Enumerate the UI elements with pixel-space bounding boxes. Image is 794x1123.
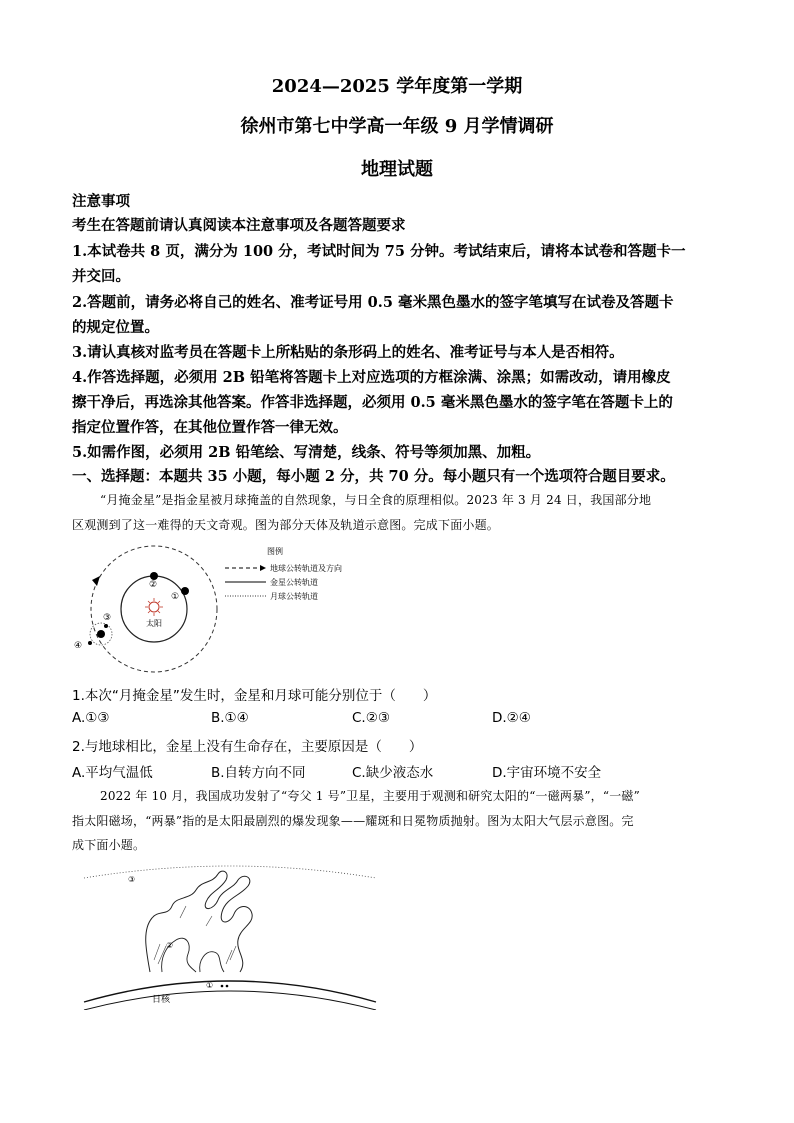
question-2-stem: 2.与地球相比，金星上没有生命存在，主要原因是（ ） xyxy=(72,739,423,755)
sunspot-icon xyxy=(226,985,229,988)
notice-item: 擦干净后，再选涂其他答案。作答非选择题，必须用 0.5 毫米黑色墨水的签字笔在答题卡上的 xyxy=(72,394,673,411)
q1-option-d[interactable]: D.②④ xyxy=(492,710,531,726)
notice-item: 指定位置作答，在其他位置作答一律无效。 xyxy=(72,419,348,436)
core-label: 日核 xyxy=(152,995,171,1005)
marker-label: ③ xyxy=(103,613,112,623)
moon-position-3 xyxy=(104,624,108,628)
legend-item: 月球公转轨道 xyxy=(270,592,318,601)
marker-label: ① xyxy=(206,981,214,990)
notice-item: 1.本试卷共 8 页，满分为 100 分，考试时间为 75 分钟。考试结束后，请将本试卷和答题卡一 xyxy=(72,243,686,260)
notice-item: 2.答题前，请务必将自己的姓名、准考证号用 0.5 毫米黑色墨水的签字笔填写在试卷及答题卡 xyxy=(72,294,674,311)
passage2-line: 指太阳磁场，“两暴”指的是太阳最剧烈的爆发现象——耀斑和日冕物质抛射。图为太阳大气层示意图。完 xyxy=(72,814,634,828)
venus-position-1 xyxy=(181,587,189,595)
prominence-outline xyxy=(146,871,252,972)
marker-label: ① xyxy=(171,592,180,602)
notice-item: 4.作答选择题，必须用 2B 铅笔将答题卡上对应选项的方框涂满、涂黑；如需改动，请用橡皮 xyxy=(72,369,671,386)
q2-option-c[interactable]: C.缺少液态水 xyxy=(352,765,434,781)
legend-title: 图例 xyxy=(267,547,283,556)
earth-icon xyxy=(97,630,105,638)
question-1-stem: 1.本次“月掩金星”发生时，金星和月球可能分别位于（ ） xyxy=(72,688,437,704)
earth-orbit xyxy=(91,546,217,672)
marker-label: ③ xyxy=(128,875,136,884)
sun-icon xyxy=(145,598,163,616)
sunspot-icon xyxy=(221,985,224,988)
passage1-line: 区观测到了这一难得的天文奇观。图为部分天体及轨道示意图。完成下面小题。 xyxy=(72,518,500,532)
notice-heading: 注意事项 xyxy=(72,193,130,210)
moon-position-4 xyxy=(88,641,92,645)
q2-option-a[interactable]: A.平均气温低 xyxy=(72,765,153,781)
notice-item: 5.如需作图，必须用 2B 铅笔绘、写清楚，线条、符号等须加黑、加粗。 xyxy=(72,444,541,461)
solar-atmosphere-diagram xyxy=(80,860,380,1010)
q2-option-d[interactable]: D.宇宙环境不安全 xyxy=(492,765,602,781)
orbit-diagram xyxy=(70,540,370,675)
q1-option-c[interactable]: C.②③ xyxy=(352,710,390,726)
subject-title: 地理试题 xyxy=(361,159,433,180)
passage1-line: “月掩金星”是指金星被月球掩盖的自然现象，与日全食的原理相似。2023 年 3 月 24 日，我国部分地 xyxy=(100,493,652,507)
school-year-title: 2024—2025 学年度第一学期 xyxy=(271,76,523,97)
q1-option-a[interactable]: A.①③ xyxy=(72,710,110,726)
legend-arrow-icon xyxy=(260,565,266,571)
q1-option-b[interactable]: B.①④ xyxy=(211,710,249,726)
q2-option-b[interactable]: B.自转方向不同 xyxy=(211,765,306,781)
passage2-line: 成下面小题。 xyxy=(72,838,146,852)
legend-item: 金星公转轨道 xyxy=(270,578,318,587)
notice-item: 3.请认真核对监考员在答题卡上所粘贴的条形码上的姓名、准考证号与本人是否相符。 xyxy=(72,344,624,361)
notice-item: 的规定位置。 xyxy=(72,319,159,336)
marker-label: ② xyxy=(149,580,158,590)
sun-label: 太阳 xyxy=(146,619,162,628)
legend-item: 地球公转轨道及方向 xyxy=(270,564,342,573)
prominence-hatching xyxy=(154,906,236,964)
notice-intro: 考生在答题前请认真阅读本注意事项及各题答题要求 xyxy=(72,217,406,234)
orbit-direction-arrow-icon xyxy=(92,576,100,586)
notice-item: 并交回。 xyxy=(72,268,130,285)
marker-label: ④ xyxy=(74,641,83,651)
photosphere-arc xyxy=(84,991,376,1010)
school-exam-title: 徐州市第七中学高一年级 9 月学情调研 xyxy=(240,116,554,137)
section-heading: 一、选择题：本题共 35 小题，每小题 2 分，共 70 分。每小题只有一个选项符合题目要求。 xyxy=(72,468,675,485)
passage2-line: 2022 年 10 月，我国成功发射了“夸父 1 号”卫星，主要用于观测和研究太阳的“一磁两暴”，“一磁” xyxy=(100,789,640,803)
venus-position-2 xyxy=(150,572,158,580)
marker-label: ② xyxy=(166,941,174,950)
